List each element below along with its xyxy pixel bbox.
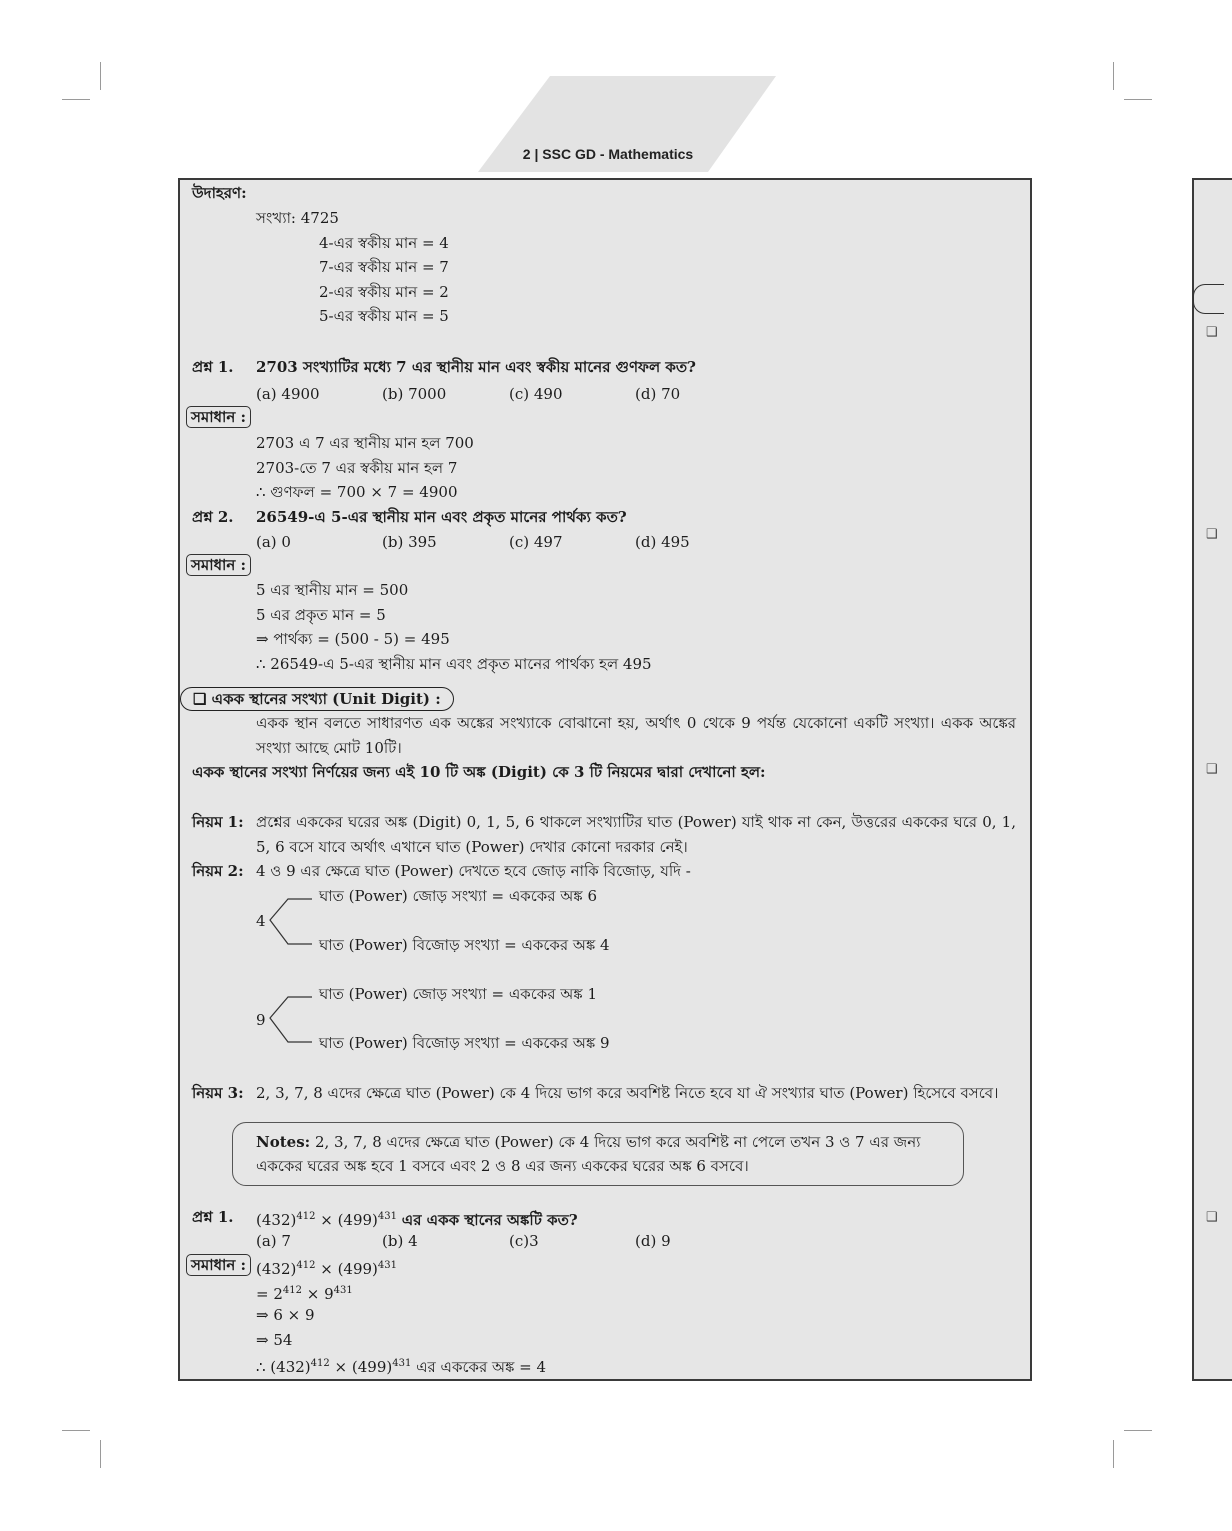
expr-times: × (320, 1211, 333, 1229)
crop-mark (100, 1440, 101, 1468)
notes-text: 2, 3, 7, 8 এদের ক্ষেত্রে ঘাত (Power) কে 4 দিয়ে ভাগ করে অবশিষ্ট না পেলে তখন 3 ও 7 এর জন্য (314, 1133, 921, 1151)
notes-label: Notes: (256, 1133, 311, 1151)
expr-exp: 412 (296, 1260, 316, 1271)
section-paragraph: একক স্থান বলতে সাধারণত এক অঙ্কের সংখ্যাকে বোঝানো হয়, অর্থাৎ 0 থেকে 9 পর্যন্ত যেকোনো একটি সংখ্যা। একক অঙ্কের সংখ্যা আছে মোট 10টি। (256, 714, 1016, 757)
solution-line: ⇒ পার্থক্য = (500 - 5) = 495 (256, 630, 450, 648)
rule-label: নিয়ম 3: (192, 1084, 244, 1102)
rule-case: ঘাত (Power) জোড় সংখ্যা = এককের অঙ্ক 1 (319, 985, 597, 1003)
expr-exp: 431 (377, 1211, 398, 1222)
option-d: (d) 9 (635, 1232, 671, 1250)
expr-base: (499) (351, 1358, 393, 1376)
next-page-edge (1192, 178, 1232, 1381)
expr-base: (432) (256, 1211, 297, 1229)
expr-exp: 431 (392, 1358, 412, 1369)
question-label: প্রশ্ন 1. (192, 358, 234, 376)
solution-line: ⇒ 6 × 9 (256, 1306, 315, 1324)
crop-mark (62, 99, 90, 100)
next-page-pencil-badge (1193, 284, 1224, 314)
solution-line (256, 1354, 546, 1377)
question-text: 2703 সংখ্যাটির মধ্যে 7 এর স্থানীয় মান এবং স্বকীয় মানের গুণফল কত? (256, 358, 696, 376)
expr-base: (499) (337, 1260, 378, 1278)
crop-mark (1124, 99, 1152, 100)
expr-exp: 412 (296, 1211, 316, 1222)
expr-exp: 412 (282, 1285, 302, 1296)
branch-lines (264, 896, 314, 948)
crop-mark (62, 1430, 90, 1431)
solution-line: 2703-তে 7 এর স্বকীয় মান হল 7 (256, 459, 458, 477)
notes-line: এককের ঘরের অঙ্ক হবে 1 বসবে এবং 2 ও 8 এর জন্য এককের ঘরের অঙ্ক 6 বসবে। (256, 1157, 749, 1175)
option-a: (a) 7 (256, 1232, 291, 1250)
option-b: (b) 395 (382, 533, 437, 551)
expr-base: (499) (337, 1211, 378, 1229)
digit-nine: 9 (256, 1011, 266, 1029)
option-a: (a) 0 (256, 533, 291, 551)
expr-base: (432) (256, 1260, 297, 1278)
option-d: (d) 70 (635, 385, 681, 403)
expr-part: = 2 (256, 1285, 283, 1303)
crop-mark (1113, 62, 1114, 90)
solution-label: সমাধান : (186, 554, 251, 576)
option-d: (d) 495 (635, 533, 690, 551)
solution-line: ∴ 26549-এ 5-এর স্থানীয় মান এবং প্রকৃত মানের পার্থক্য হল 495 (256, 655, 652, 673)
option-b: (b) 4 (382, 1232, 418, 1250)
rule-label: নিয়ম 2: (192, 862, 244, 880)
solution-label: সমাধান : (186, 1254, 251, 1276)
rule-case: ঘাত (Power) বিজোড় সংখ্যা = এককের অঙ্ক 9 (319, 1034, 610, 1052)
crop-mark (100, 62, 101, 90)
rule-text: প্রশ্নের এককের ঘরের অঙ্ক (Digit) 0, 1, 5, 6 থাকলে সংখ্যাটির ঘাত (Power) যাই থাক না কেন, উত্তরের এককের ঘরে 0, 1, 5, 6 বসে যাবে অর্থাৎ এখানে ঘাত (Power) দেখার কোনো দরকার নেই। (256, 813, 1016, 856)
solution-line: ⇒ 54 (256, 1331, 293, 1349)
page-header: 2 | SSC GD - Mathematics (522, 146, 694, 162)
solution-line (256, 1256, 397, 1279)
expr-exp: 431 (333, 1285, 353, 1296)
option-b: (b) 7000 (382, 385, 447, 403)
solution-line: 2703 এ 7 এর স্থানীয় মান হল 700 (256, 434, 474, 452)
example-number: সংখ্যা: 4725 (256, 209, 339, 227)
option-c: (c)3 (509, 1232, 539, 1250)
branch-lines (264, 994, 314, 1046)
question-text (256, 1207, 578, 1230)
expr-exp: 431 (377, 1260, 398, 1271)
expr-part: × 9 (301, 1285, 334, 1303)
question-label: প্রশ্ন 1. (192, 1208, 234, 1226)
solution-line (256, 1281, 353, 1304)
expr-times: × (320, 1260, 333, 1278)
solution-label: সমাধান : (186, 406, 251, 428)
crop-mark (1113, 1440, 1114, 1468)
rule-label: নিয়ম 1: (192, 813, 244, 831)
notes-line (256, 1132, 921, 1152)
checkbox-icon: ❑ (1206, 762, 1218, 777)
checkbox-icon: ❑ (1206, 325, 1218, 340)
checkbox-icon: ❑ (1206, 1210, 1218, 1225)
solution-line: 5 এর স্থানীয় মান = 500 (256, 581, 409, 599)
digit-four: 4 (256, 912, 266, 930)
example-line: 2-এর স্বকীয় মান = 2 (319, 283, 449, 301)
option-c: (c) 490 (509, 385, 563, 403)
crop-mark (1124, 1430, 1152, 1431)
rule-case: ঘাত (Power) বিজোড় সংখ্যা = এককের অঙ্ক 4 (319, 936, 610, 954)
solution-line: ∴ গুণফল = 700 × 7 = 4900 (256, 483, 458, 501)
rule-text: 2, 3, 7, 8 এদের ক্ষেত্রে ঘাত (Power) কে 4 দিয়ে ভাগ করে অবশিষ্ট নিতে হবে যা ঐ সংখ্যার ঘাত (Power) হিসেবে বসবে। (256, 1084, 999, 1102)
example-title: উদাহরণ: (192, 184, 247, 202)
question-label: প্রশ্ন 2. (192, 508, 234, 526)
section-intro: একক স্থানের সংখ্যা নির্ণয়ের জন্য এই 10 টি অঙ্ক (Digit) কে 3 টি নিয়মের দ্বারা দেখানো হল: (192, 763, 766, 781)
expr-times: × (334, 1358, 348, 1376)
example-line: 5-এর স্বকীয় মান = 5 (319, 307, 449, 325)
expr-part: ∴ (432) (256, 1358, 311, 1376)
section-heading: ❑ একক স্থানের সংখ্যা (Unit Digit) : (180, 687, 454, 711)
example-line: 7-এর স্বকীয় মান = 7 (319, 258, 449, 276)
solution-line: 5 এর প্রকৃত মান = 5 (256, 606, 386, 624)
expr-exp: 412 (310, 1358, 330, 1369)
checkbox-icon: ❑ (1206, 527, 1218, 542)
example-line: 4-এর স্বকীয় মান = 4 (319, 234, 449, 252)
question-text: 26549-এ 5-এর স্থানীয় মান এবং প্রকৃত মানের পার্থক্য কত? (256, 508, 627, 526)
option-a: (a) 4900 (256, 385, 320, 403)
question-tail: এর একক স্থানের অঙ্কটি কত? (401, 1211, 578, 1229)
rule-case: ঘাত (Power) জোড় সংখ্যা = এককের অঙ্ক 6 (319, 887, 597, 905)
expr-part: এর এককের অঙ্ক = 4 (416, 1358, 547, 1376)
option-c: (c) 497 (509, 533, 563, 551)
rule-text: 4 ও 9 এর ক্ষেত্রে ঘাত (Power) দেখতে হবে জোড় নাকি বিজোড়, যদি - (256, 862, 691, 880)
